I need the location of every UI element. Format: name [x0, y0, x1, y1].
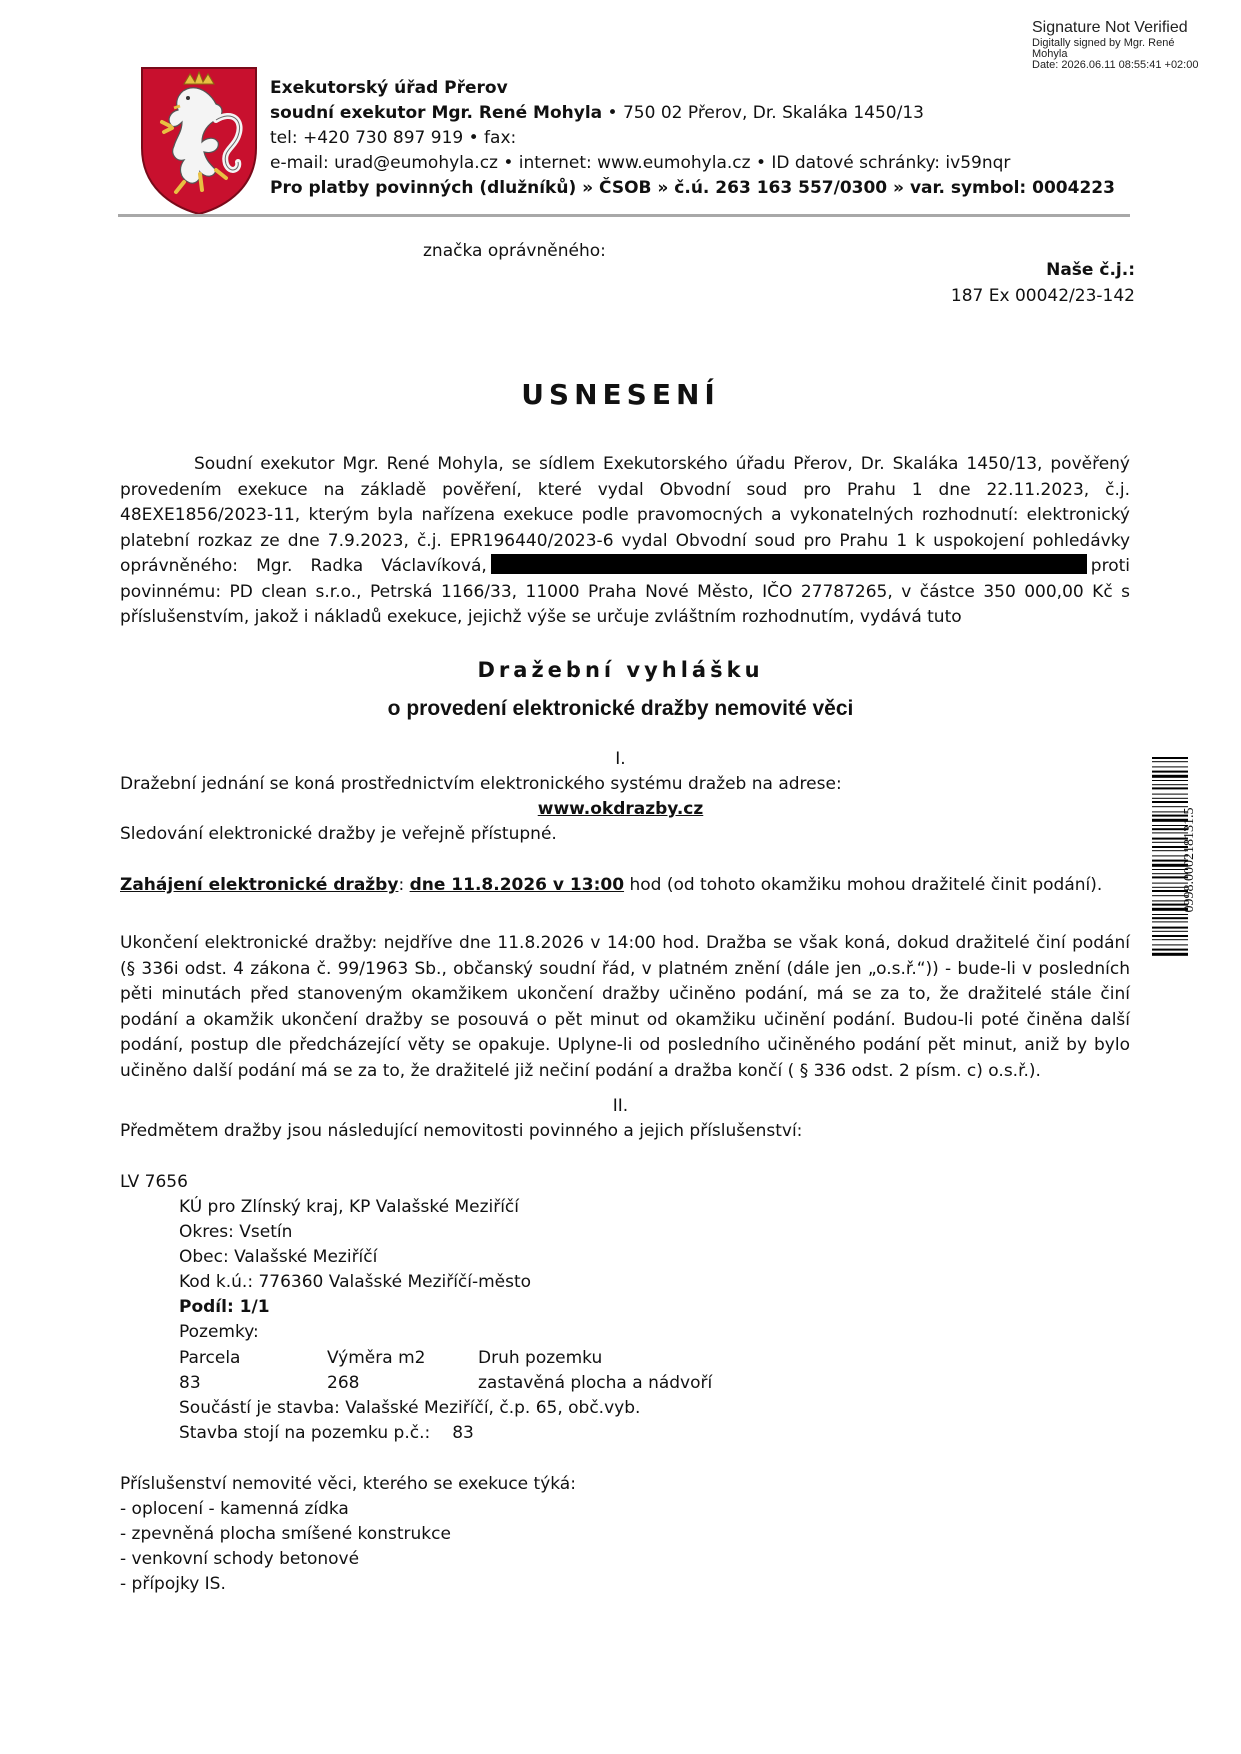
table-cell-parcel: 83 — [179, 1373, 201, 1393]
table-header-area: Výměra m2 — [327, 1348, 426, 1368]
auction-start-label: Zahájení elektronické dražby — [120, 875, 399, 895]
signature-line: Mohyla — [1032, 48, 1068, 60]
section-number: I. — [615, 749, 626, 769]
executor-line — [270, 101, 1115, 126]
auction-start-line — [120, 875, 1130, 895]
signature-date: Date: 2026.06.11 08:55:41 +02:00 — [1032, 59, 1199, 71]
czech-lion-emblem-icon — [140, 66, 258, 216]
table-header-parcel: Parcela — [179, 1348, 241, 1368]
share: Podíl: 1/1 — [179, 1297, 270, 1317]
list-item: - venkovní schody betonové — [120, 1549, 360, 1569]
intro-text: Soudní exekutor Mgr. René Mohyla, se sídlem Exekutorského úřadu Přerov, Dr. Skaláka 1450/13, pověřený provedením exekuce na základě pověření, které vydal Obvodní soud pro Prahu 1 dne 22.11.2023, č.j. 48EXE1856/2023-11, kterým byla nařízena exekuce podle pravomocných a vykonatelných rozhodnutí: elektronický platební rozkaz ze dne 7.9.2023, č.j. EPR196440/2023-6 vydal Obvodní soud pro Prahu 1 k uspokojení pohledávky oprávněného: Mgr. Radka Václavíková, — [120, 454, 1130, 576]
signature-block — [1032, 18, 1198, 71]
auction-start-rest: hod (od tohoto okamžiku mohou dražitelé činit podání). — [624, 875, 1103, 895]
case-number: 187 Ex 00042/23-142 — [950, 286, 1135, 306]
intro-text-continued: proti povinnému: PD clean s.r.o., Petrská 1166/33, 11000 Praha Nové Město, IČO 27787265, v částce 350 000,00 Kč s příslušenstvím, jakož i nákladů exekuce, jejichž výše se určuje zvláštním rozhodnutím, vydává tuto — [120, 556, 1130, 627]
auction-system-text: Dražební jednání se koná prostřednictvím elektronického systému dražeb na adrese: — [120, 774, 842, 794]
table-header-type: Druh pozemku — [478, 1348, 603, 1368]
list-item: - oplocení - kamenná zídka — [120, 1499, 349, 1519]
contact-line: tel: +420 730 897 919 • fax: — [270, 128, 517, 148]
auction-end-paragraph: Ukončení elektronické dražby: nejdříve dne 11.8.2026 v 14:00 hod. Dražba se však koná, dokud dražitelé činí podání (§ 336i odst. 4 zákona č. 99/1963 Sb., občanský soudní řád, v platném znění (dále jen „o.s.ř.“)) - bude-li v posledních pěti minutách před stanoveným okamžikem ukončení dražby učiněno podání, má se za to, že dražitelé stále činí podání a okamžik ukončení dražby se posouvá o pět minut od okamžiku učinění podání. Budou-li poté činěna další podání, postup dle předcházející věty se opakuje. Uplyne-li od posledního učiněného podání pět minut, aniž by bylo učiněno další podání má se za to, že dražitelé již nečiní podání a dražba končí ( § 336 odst. 2 písm. c) o.s.ř.). — [120, 933, 1130, 1081]
accessories-intro: Příslušenství nemovité věci, kterého se exekuce týká: — [120, 1474, 576, 1494]
building-parcel-line — [179, 1423, 474, 1443]
land-label: Pozemky: — [179, 1322, 259, 1342]
building-parcel-label: Stavba stojí na pozemku p.č.: — [179, 1423, 431, 1443]
barcode-number: 0998.000218131.5 — [1182, 807, 1197, 913]
executor-name: soudní exekutor Mgr. René Mohyla — [270, 103, 603, 123]
email-line: e-mail: urad@eumohyla.cz • internet: www.eumohyla.cz • ID datové schránky: iv59nqr — [270, 153, 1011, 173]
page-title: USNESENÍ — [521, 378, 720, 411]
colon: : — [398, 875, 410, 895]
table-cell-area: 268 — [327, 1373, 360, 1393]
section-number: II. — [612, 1096, 629, 1116]
auction-url-link[interactable]: www.okdrazby.cz — [537, 799, 704, 819]
document-subtitle: o provedení elektronické dražby nemovité věci — [387, 697, 854, 720]
district: Okres: Vsetín — [179, 1222, 293, 1242]
document-title: Dražební vyhlášku — [477, 658, 764, 682]
signature-title: Signature Not Verified — [1032, 19, 1188, 36]
public-access-text: Sledování elektronické dražby je veřejně přístupné. — [120, 824, 557, 844]
auction-url-wrap — [0, 799, 1241, 819]
office-header — [270, 76, 1115, 201]
office-name: Exekutorský úřad Přerov — [270, 78, 508, 98]
subject-intro: Předmětem dražby jsou následující nemovitosti povinného a jejich příslušenství: — [120, 1121, 803, 1141]
cadastral-code: Kod k.ú.: 776360 Valašské Meziříčí-město — [179, 1272, 532, 1292]
municipality: Obec: Valašské Meziříčí — [179, 1247, 378, 1267]
cadastral-office: KÚ pro Zlínský kraj, KP Valašské Meziříčí — [179, 1197, 519, 1217]
executor-address: • 750 02 Přerov, Dr. Skaláka 1450/13 — [602, 103, 924, 123]
header-divider — [118, 214, 1130, 217]
payments-line: Pro platby povinných (dlužníků) » ČSOB » č.ú. 263 163 557/0300 » var. symbol: 0004223 — [270, 178, 1115, 198]
signature-line: Digitally signed by Mgr. René — [1032, 37, 1175, 49]
lv-number: LV 7656 — [120, 1172, 188, 1192]
barcode-bar — [1152, 757, 1188, 759]
building-component: Součástí je stavba: Valašské Meziříčí, č.p. 65, obč.vyb. — [179, 1398, 641, 1418]
redaction-bar — [491, 554, 1087, 574]
auction-start-date: dne 11.8.2026 v 13:00 — [409, 875, 625, 895]
creditor-reference-label: značka oprávněného: — [423, 241, 606, 261]
case-number-label: Naše č.j.: — [1046, 260, 1135, 280]
intro-paragraph — [120, 452, 1130, 631]
building-parcel-value: 83 — [452, 1423, 474, 1443]
list-item: - zpevněná plocha smíšené konstrukce — [120, 1524, 451, 1544]
table-cell-type: zastavěná plocha a nádvoří — [478, 1373, 713, 1393]
list-item: - přípojky IS. — [120, 1574, 226, 1594]
